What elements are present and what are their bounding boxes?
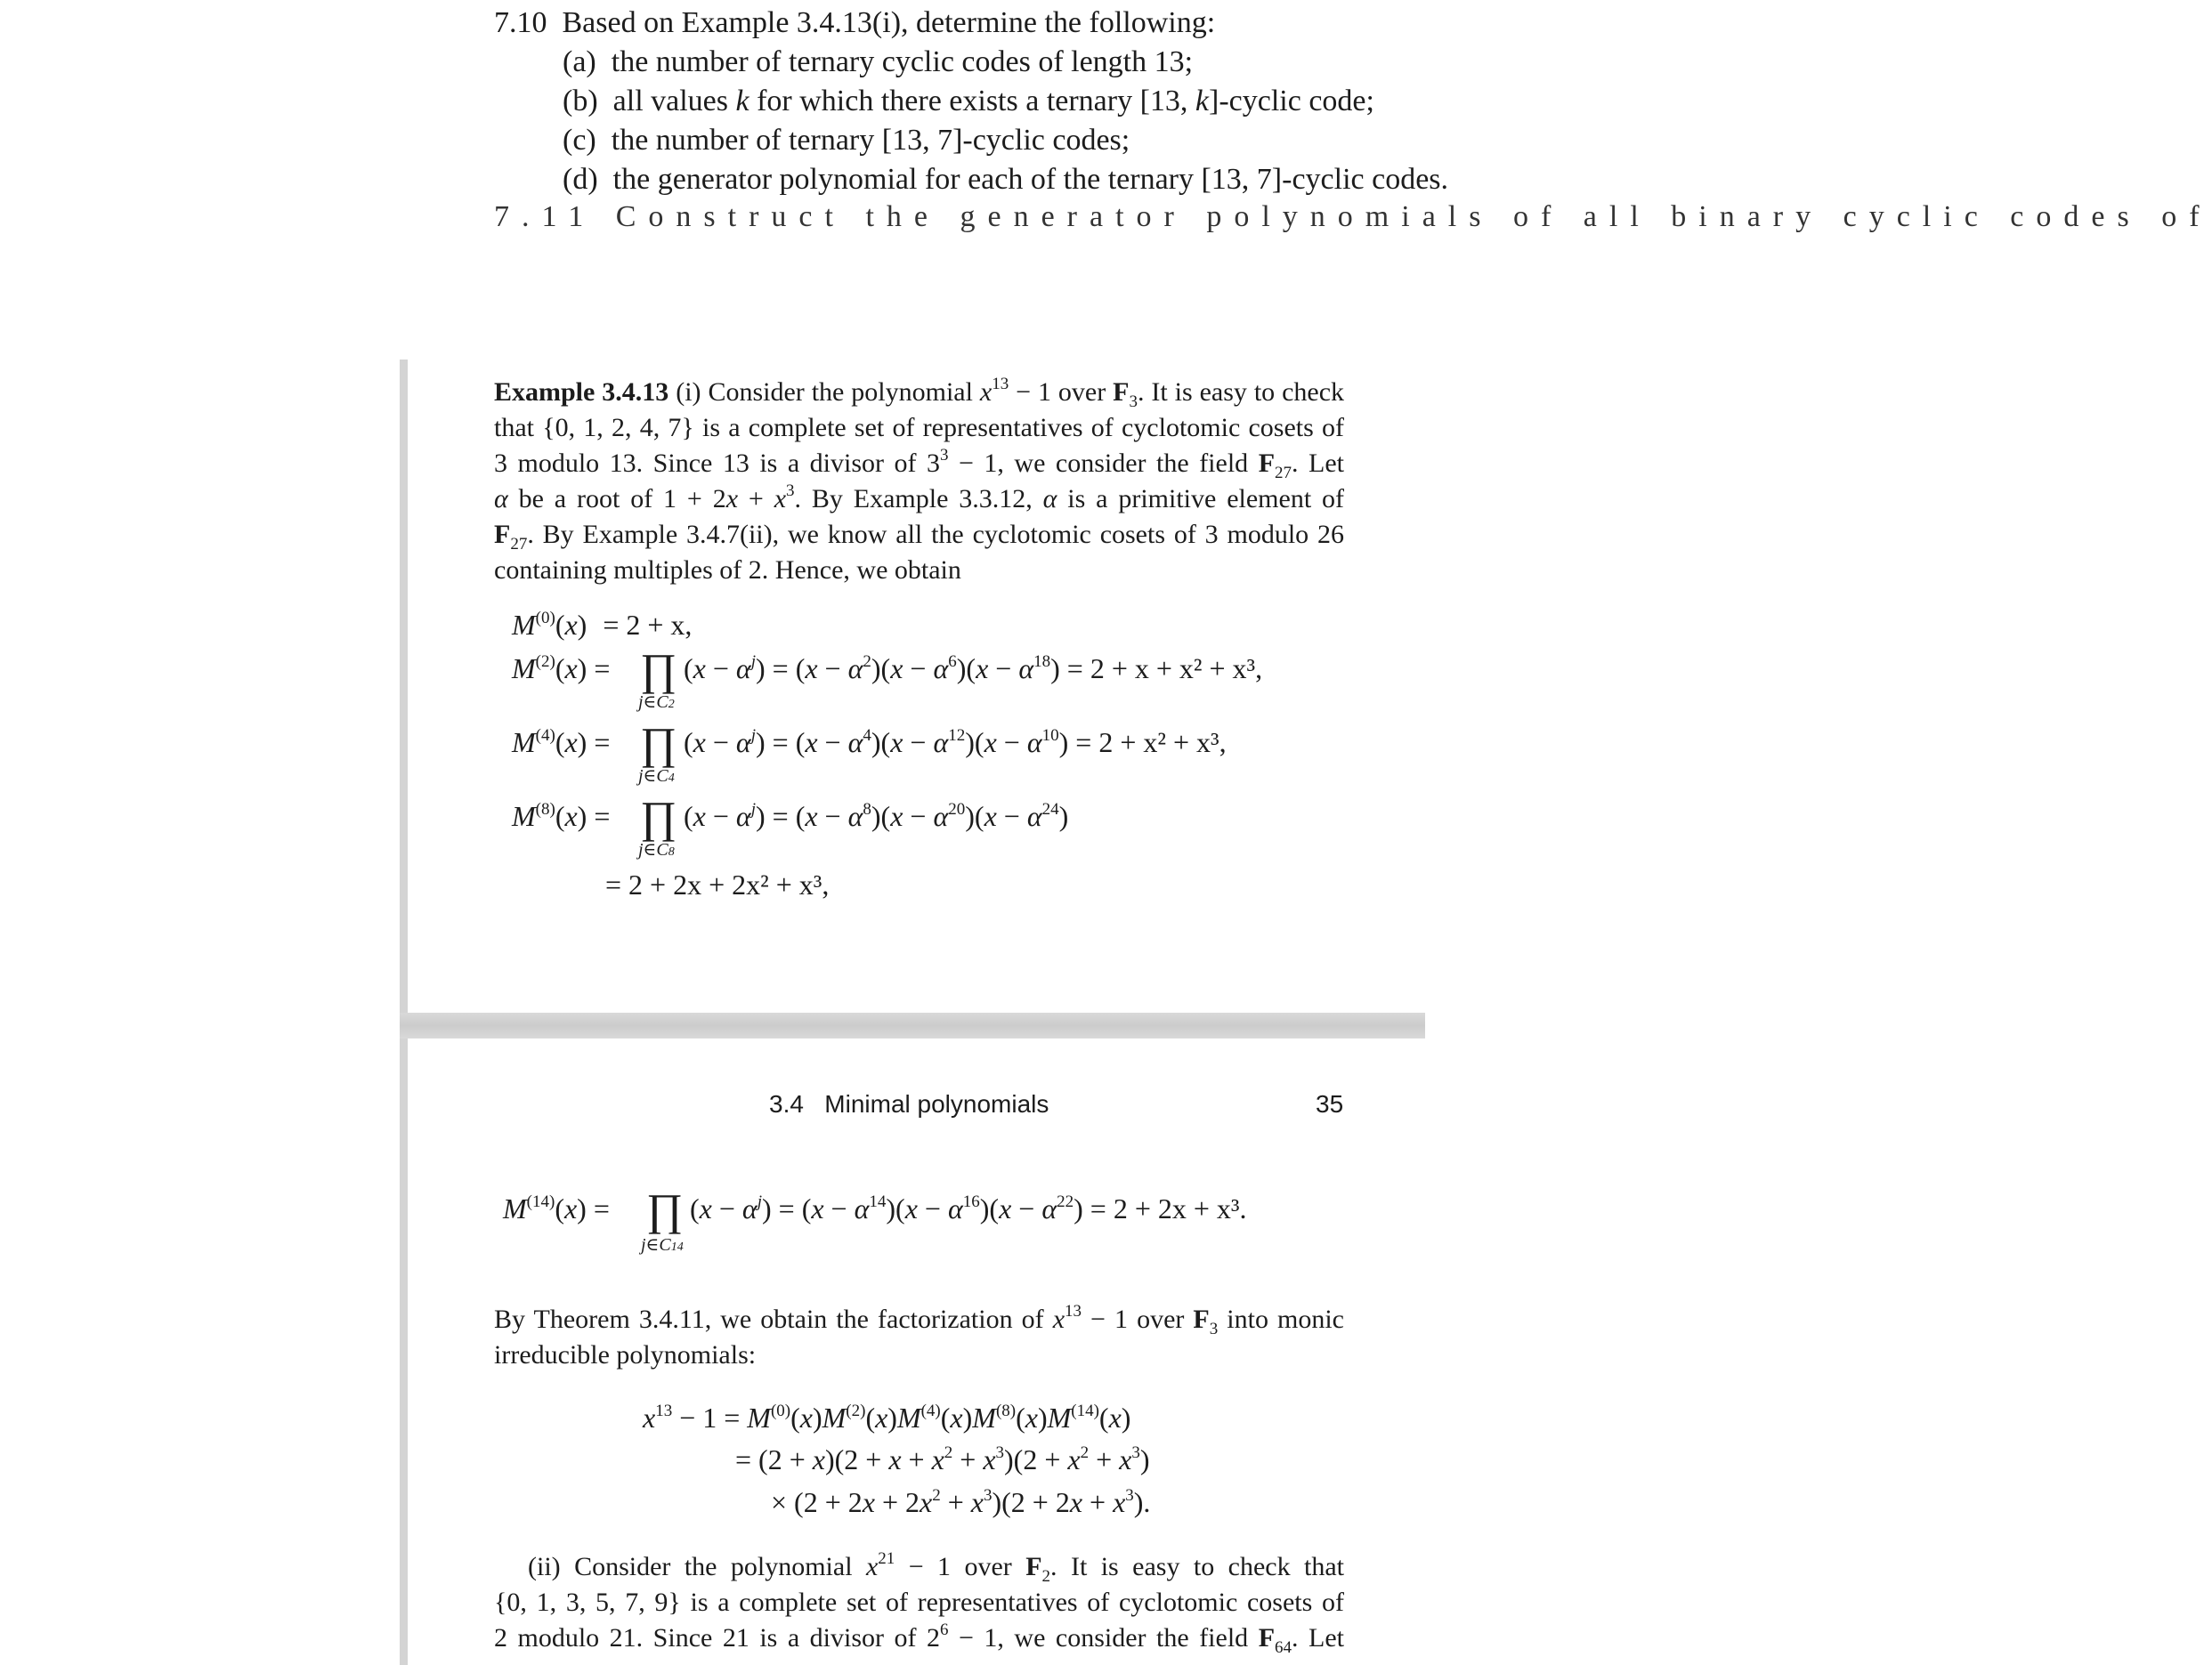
equation-m8-continued: = 2 + 2x + 2x² + x³, bbox=[605, 869, 830, 901]
text-line: 3 modulo 13. Since 13 is a divisor of $3^3 - 1$, we consider the field $F_{27}$. Let bbox=[494, 446, 1344, 482]
equation-m14-body: $(x - \alpha^j) = (x - \alpha^{14})(x - \alpha^{16})(x - \alpha^{22}) = 2 + 2x + x^3$. bbox=[690, 1192, 1247, 1225]
m8-result: 2 + 2x + 2x² + x³, bbox=[628, 869, 830, 901]
product-symbol: ∏ bbox=[640, 792, 677, 842]
equation-m2: $M^{(2)}(x)$ = bbox=[512, 652, 611, 684]
exercise-item-d bbox=[563, 162, 1448, 198]
item-text: the number of ternary [13, 7]-cyclic codes; bbox=[611, 124, 1130, 157]
item-var: k bbox=[735, 85, 749, 117]
text-line: (ii) Consider the polynomial $x^{21} - 1$ over $F_2$. It is easy to check that bbox=[528, 1549, 1344, 1586]
exercise-item-a bbox=[563, 44, 1193, 80]
part-label: (i) bbox=[676, 377, 701, 407]
equation-m4-body: $(x - \alpha^j) = (x - \alpha^4)(x - \alpha^{12})(x - \alpha^{10}) = 2 + x^2 + x^3$, bbox=[684, 726, 1227, 758]
example-paragraph bbox=[494, 375, 1344, 588]
line-text: By Example 3.4.7(ii), we know all the cyclotomic cosets of 3 modulo 26 bbox=[542, 520, 1344, 549]
text-line: containing multiples of 2. Hence, we obtain bbox=[494, 555, 961, 585]
item-var: k bbox=[1195, 85, 1210, 117]
line-text: 2 modulo 21. Since 21 is a divisor of 2 bbox=[494, 1623, 940, 1653]
product-index: j∈C2 bbox=[638, 692, 675, 712]
m14-result: 2 + 2x + x³. bbox=[1113, 1192, 1247, 1225]
text-line: Example 3.4.13 (i) Consider the polynomial $x^{13} - 1$ over $F_3$. It is easy to check bbox=[494, 375, 1345, 411]
line-text: By Theorem 3.4.11, we obtain the factorization of bbox=[494, 1305, 1044, 1334]
item-label: (c) bbox=[563, 124, 596, 157]
item-text: the generator polynomial for each of the ternary [13, 7]-cyclic codes. bbox=[612, 163, 1449, 196]
product-symbol: ∏ bbox=[646, 1184, 684, 1234]
cut-line-text: 7.11 Construct the generator polynomials of all binary cyclic codes of bbox=[494, 200, 2212, 233]
exercise-cut-line bbox=[494, 200, 2212, 233]
text-line: that {0, 1, 2, 4, 7} is a complete set of representatives of cyclotomic cosets of bbox=[494, 413, 1344, 442]
exercise-item-c bbox=[563, 123, 1130, 158]
factorization-line-1: $x^{13} - 1 = M^{(0)}(x)M^{(2)}(x)M^{(4)}(x)M^{(8)}(x)M^{(14)}(x)$ bbox=[643, 1402, 1131, 1434]
page-left-border bbox=[400, 360, 408, 1014]
line-text: be a root of 1 + 2 bbox=[518, 484, 726, 513]
equation-m2-body: $(x - \alpha^j) = (x - \alpha^2)(x - \alpha^6)(x - \alpha^{18}) = 2 + x + x^2 + x^3$, bbox=[684, 652, 1263, 684]
section-title: Minimal polynomials bbox=[824, 1090, 1049, 1118]
line-text: (ii) Consider the polynomial bbox=[528, 1552, 853, 1581]
equation-m8: $M^{(8)}(x)$ = bbox=[512, 800, 611, 832]
product-symbol: ∏ bbox=[640, 718, 677, 768]
exercise-heading bbox=[494, 5, 1215, 41]
exercise-intro: Based on Example 3.4.13(i), determine the following: bbox=[562, 6, 1216, 39]
item-label: (a) bbox=[563, 45, 596, 78]
exercise-item-b bbox=[563, 84, 1374, 119]
product-index: j∈C8 bbox=[638, 840, 675, 860]
text-line: irreducible polynomials: bbox=[494, 1340, 757, 1370]
item-label: (b) bbox=[563, 85, 598, 117]
text-line: $F_{27}$. By Example 3.4.7(ii), we know all the cyclotomic cosets of 3 modulo 26 bbox=[494, 520, 1344, 554]
equation-m4: $M^{(4)}(x)$ = bbox=[512, 726, 611, 758]
exercise-block bbox=[0, 0, 2212, 233]
text-line: {0, 1, 3, 5, 7, 9} is a complete set of representatives of cyclotomic cosets of bbox=[494, 1588, 1344, 1617]
product-index: j∈C4 bbox=[638, 766, 675, 786]
text-line: α be a root of $1 + 2x + x^3$. By Example 3.3.12, α is a primitive element of bbox=[494, 481, 1345, 513]
equation-m8-body: $(x - \alpha^j) = (x - \alpha^8)(x - \alpha^{20})(x - \alpha^{24})$ bbox=[684, 800, 1069, 832]
equation-m14: $M^{(14)}(x)$ = bbox=[503, 1192, 610, 1225]
item-text: for which there exists a ternary [13, bbox=[749, 85, 1195, 117]
m0-rhs: = 2 + x, bbox=[603, 609, 693, 641]
field-symbol: F bbox=[1025, 1552, 1042, 1581]
page-number: 35 bbox=[1316, 1090, 1344, 1118]
item-label: (d) bbox=[563, 163, 598, 196]
example-title: Example 3.4.13 bbox=[494, 377, 669, 407]
equation-m0: $M^{(0)}(x) = 2 + x$, bbox=[512, 609, 693, 641]
exercise-number: 7.10 bbox=[494, 6, 547, 39]
section-number: 3.4 bbox=[769, 1090, 804, 1118]
page-separator bbox=[400, 1013, 1425, 1039]
product-index: j∈C14 bbox=[641, 1235, 684, 1255]
part-ii-paragraph bbox=[494, 1549, 1344, 1656]
item-text: the number of ternary cyclic codes of length 13; bbox=[611, 45, 1194, 78]
factorization-paragraph bbox=[494, 1302, 1344, 1373]
factorization-line-3: × $(2 + 2x + 2x^2 + x^3)(2 + 2x + x^3)$. bbox=[771, 1486, 1151, 1518]
line-text: Consider the polynomial bbox=[708, 377, 973, 407]
item-text: ]-cyclic code; bbox=[1209, 85, 1374, 117]
text-line: By Theorem 3.4.11, we obtain the factorization of $x^{13} - 1$ over $F_3$ into monic bbox=[494, 1302, 1344, 1338]
text-line: 2 modulo 21. Since 21 is a divisor of $2^6 - 1$, we consider the field $F_{64}$. Let bbox=[494, 1621, 1344, 1657]
field-symbol: F bbox=[1258, 1623, 1276, 1653]
line-text: 3 modulo 13. Since 13 is a divisor of 3 bbox=[494, 449, 940, 478]
field-symbol: F bbox=[1113, 377, 1130, 407]
m4-result: 2 + x² + x³, bbox=[1098, 726, 1227, 758]
field-symbol: F bbox=[1258, 449, 1276, 478]
factorization-line-2: = $(2 + x)(2 + x + x^2 + x^3)(2 + x^2 + x^3)$ bbox=[735, 1443, 1150, 1475]
m2-result: 2 + x + x² + x³, bbox=[1090, 652, 1263, 684]
page-left-border bbox=[400, 1037, 408, 1665]
running-header bbox=[769, 1090, 1049, 1119]
item-text: all values bbox=[612, 85, 736, 117]
product-symbol: ∏ bbox=[640, 644, 677, 694]
